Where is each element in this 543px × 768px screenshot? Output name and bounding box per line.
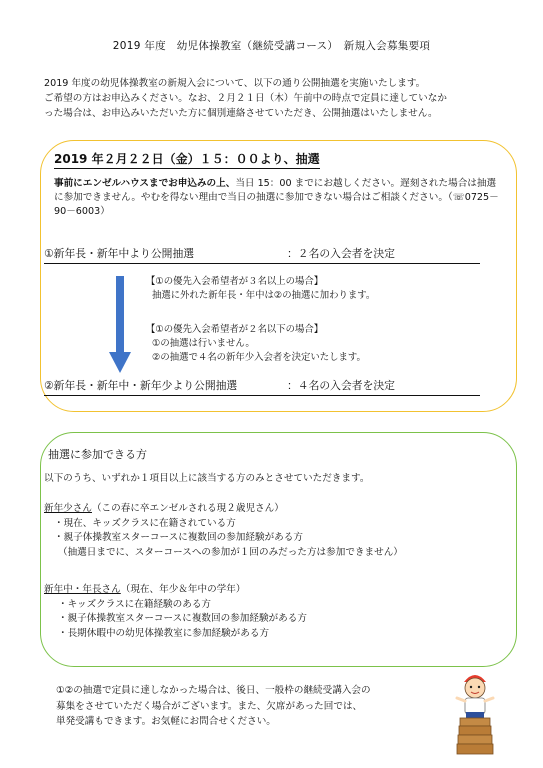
lottery-row-1	[44, 246, 480, 264]
group2-note: （現在、年少＆年中の学年）	[120, 584, 246, 595]
list-item: ・親子体操教室スターコースに複数回の参加経験がある方	[54, 532, 303, 544]
lottery-instructions	[54, 177, 504, 219]
case-more-than-three	[146, 275, 375, 303]
row1-label: ①新年長・新年中より公開抽選	[44, 247, 195, 260]
intro-line: 2019 年度の幼児体操教室の新規入会について、以下の通り公開抽選を実施いたします。	[44, 78, 426, 89]
group-new-middle-senior	[44, 583, 307, 641]
eligibility-heading: 抽選に参加できる方	[48, 448, 147, 461]
case2-title: 【①の優先入会希望者が２名以下の場合】	[146, 324, 324, 335]
intro-line: ご希望の方はお申込みください。なお、２月２１日（木）午前中の時点で定員に達していなか	[44, 93, 447, 104]
case2-text: ①の抽選は行いません。	[152, 338, 255, 349]
group2-title: 新年中・年長さん	[44, 584, 121, 595]
note-line: 単発受講もできます。お気軽にお問合せください。	[56, 716, 276, 727]
group-new-young	[44, 502, 403, 560]
list-item: ・現在、キッズクラスに在籍されている方	[54, 517, 236, 529]
case1-text: 抽選に外れた新年長・年中は②の抽選に加わります。	[152, 290, 376, 301]
row2-result: ：４名の入会者を決定	[287, 379, 395, 392]
footer-notes	[56, 683, 436, 730]
row2-label: ②新年長・新年中・新年少より公開抽選	[44, 379, 238, 392]
row1-result: ：２名の入会者を決定	[287, 247, 395, 260]
page-title: 2019 年度 幼児体操教室（継続受講コース） 新規入会募集要項	[112, 40, 431, 52]
child-vaulting-box-illustration	[450, 668, 500, 760]
down-arrow-icon	[109, 276, 131, 374]
list-item: ・親子体操教室スターコースに複数回の参加経験がある方	[58, 613, 307, 625]
note-line: 募集をさせていただく場合がございます。また、欠席があった回では、	[56, 700, 363, 712]
intro-line: った場合は、お申込みいただいた方に個別連絡させていただき、公開抽選はいたしません。	[44, 108, 438, 119]
lottery-body: 当日 15：00 までにお越しください。遅刻された場合は抽選に参加できません。やむを得ない理由で当日の抽選に参加できない場合はご相談ください。（☏0725－90－6003）	[54, 178, 499, 217]
list-item: （抽選日までに、スターコースへの参加が１回のみだった方は参加できません）	[58, 546, 403, 558]
case2-text: ②の抽選で４名の新年少入会者を決定いたします。	[152, 352, 366, 363]
case1-title: 【①の優先入会希望者が３名以上の場合】	[146, 276, 324, 287]
list-item: ・長期休暇中の幼児体操教室に参加経験がある方	[58, 627, 270, 639]
eligibility-lead: 以下のうち、いずれか１項目以上に該当する方のみとさせていただきます。	[44, 473, 370, 484]
group1-title: 新年少さん	[44, 503, 92, 514]
note-line: ①②の抽選で定員に達しなかった場合は、後日、一般枠の継続受講入会の	[56, 685, 371, 696]
group1-note: （この春に卒エンゼルされる現２歳児さん）	[91, 503, 284, 514]
intro-paragraph	[44, 76, 514, 121]
case-two-or-less	[146, 323, 366, 365]
list-item: ・キッズクラスに在籍経験のある方	[58, 598, 212, 610]
lottery-lead: 事前にエンゼルハウスまでお申込みの上、	[54, 178, 236, 189]
lottery-heading: 2019 年２月２２日（金）１５：００より、抽選	[54, 150, 320, 169]
lottery-row-2	[44, 378, 480, 396]
